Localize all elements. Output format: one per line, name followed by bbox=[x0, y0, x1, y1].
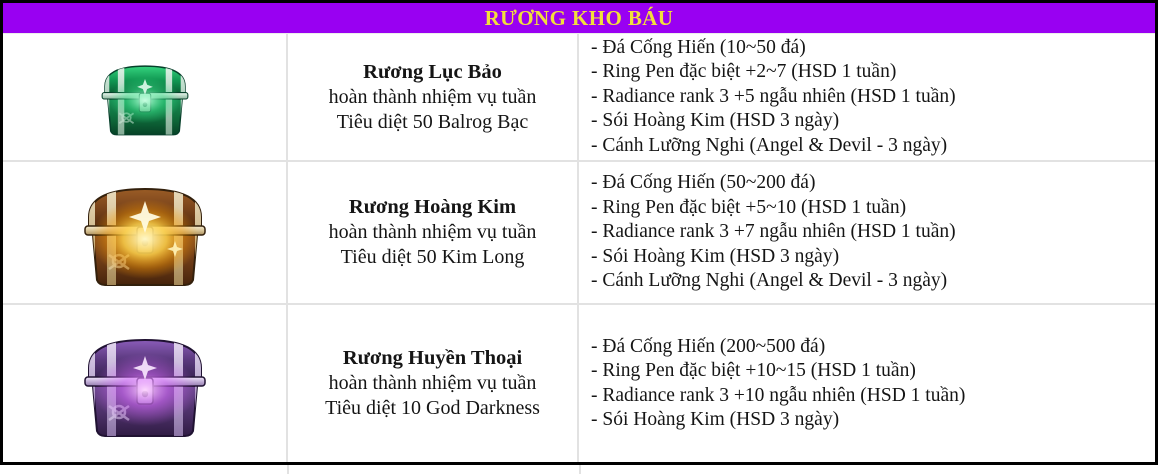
reward-item: - Đá Cống Hiến (10~50 đá) bbox=[591, 36, 806, 58]
reward-item: - Cánh Lưỡng Nghi (Angel & Devil - 3 ngày) bbox=[591, 270, 948, 292]
rewards-cell bbox=[579, 34, 1155, 160]
reward-item: - Đá Cống Hiến (50~200 đá) bbox=[591, 172, 816, 194]
golden-chest-icon bbox=[75, 183, 215, 287]
chest-requirement-line1: hoàn thành nhiệm vụ tuần bbox=[328, 372, 537, 394]
legendary-purple-chest-icon bbox=[75, 334, 215, 438]
chest-requirement-line1: hoàn thành nhiệm vụ tuần bbox=[328, 221, 537, 243]
reward-item: - Đá Cống Hiến (200~500 đá) bbox=[591, 335, 826, 357]
reward-item: - Ring Pen đặc biệt +5~10 (HSD 1 tuần) bbox=[591, 196, 907, 218]
chest-image-cell bbox=[3, 162, 288, 303]
treasure-row-gold bbox=[3, 160, 1155, 303]
next-row-partial bbox=[0, 465, 1158, 474]
chest-description-cell bbox=[288, 162, 579, 303]
rewards-cell bbox=[579, 162, 1155, 303]
chest-image-cell bbox=[3, 305, 288, 462]
reward-item: - Sói Hoàng Kim (HSD 3 ngày) bbox=[591, 110, 840, 132]
table-title: RƯƠNG KHO BÁU bbox=[484, 5, 674, 30]
column-divider bbox=[579, 465, 581, 474]
reward-item: - Sói Hoàng Kim (HSD 3 ngày) bbox=[591, 409, 840, 430]
emerald-chest-icon bbox=[95, 61, 195, 137]
treasure-row-emerald bbox=[3, 34, 1155, 160]
chest-description-cell bbox=[288, 305, 579, 462]
reward-item: - Radiance rank 3 +10 ngẫu nhiên (HSD 1 tuần) bbox=[591, 384, 966, 406]
reward-item: - Radiance rank 3 +5 ngẫu nhiên (HSD 1 tuần) bbox=[591, 85, 956, 107]
chest-name: Rương Hoàng Kim bbox=[348, 196, 517, 218]
reward-item: - Ring Pen đặc biệt +10~15 (HSD 1 tuần) bbox=[591, 360, 916, 381]
chest-image-cell bbox=[3, 34, 288, 160]
chest-name: Rương Huyền Thoại bbox=[342, 347, 523, 369]
table-header bbox=[3, 3, 1155, 34]
chest-requirement-line2: Tiêu diệt 50 Kim Long bbox=[340, 246, 525, 268]
reward-item: - Cánh Lưỡng Nghi (Angel & Devil - 3 ngày) bbox=[591, 134, 948, 156]
rewards-cell bbox=[579, 305, 1155, 462]
chest-name: Rương Lục Bảo bbox=[363, 60, 502, 83]
column-divider bbox=[287, 465, 289, 474]
chest-requirement-line1: hoàn thành nhiệm vụ tuần bbox=[328, 85, 537, 108]
reward-item: - Ring Pen đặc biệt +2~7 (HSD 1 tuần) bbox=[591, 61, 897, 83]
reward-item: - Sói Hoàng Kim (HSD 3 ngày) bbox=[591, 245, 840, 267]
reward-item: - Radiance rank 3 +7 ngẫu nhiên (HSD 1 tuần) bbox=[591, 221, 956, 243]
chest-requirement-line2: Tiêu diệt 50 Balrog Bạc bbox=[336, 110, 529, 133]
treasure-row-legendary bbox=[3, 303, 1155, 462]
chest-description-cell bbox=[288, 34, 579, 160]
chest-requirement-line2: Tiêu diệt 10 God Darkness bbox=[325, 397, 540, 419]
